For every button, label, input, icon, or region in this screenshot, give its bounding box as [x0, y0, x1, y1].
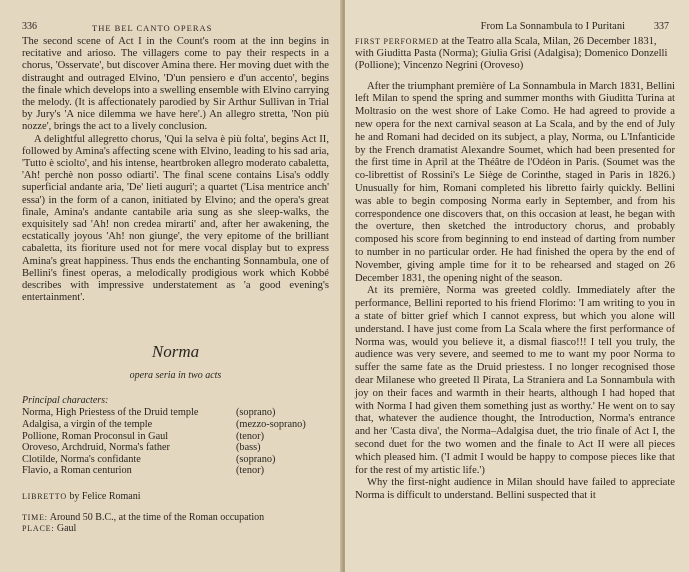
character-voice: (soprano) — [236, 407, 276, 419]
first-performed-text: at the Teatro alla Scala, Milan, 26 December 1831, with Giuditta Pasta (Norma); Giulia Grisi (Adalgisa); Domenico Donzelli (Pollione); Vincenzo Negrini (Oroveso) — [355, 36, 668, 72]
character-role: Clotilde, Norma's confidante — [22, 453, 141, 465]
character-voice: (tenor) — [236, 465, 265, 477]
right-body-text — [355, 81, 675, 503]
running-head-left: THE BEL CANTO OPERAS — [92, 23, 213, 33]
character-voice: (tenor) — [236, 430, 265, 442]
place-text: Gaul — [56, 523, 77, 535]
libretto-credit — [22, 491, 329, 502]
character-voice: (bass) — [236, 442, 261, 454]
character-voice: (mezzo-soprano) — [236, 419, 306, 431]
libretto-text: by Felice Romani — [69, 491, 141, 503]
character-role: Pollione, Roman Proconsul in Gaul — [22, 430, 169, 442]
character-role: Flavio, a Roman centurion — [22, 465, 132, 477]
character-row — [22, 454, 329, 466]
character-voice: (soprano) — [236, 453, 276, 465]
running-head-right: From La Sonnambula to I Puritani — [480, 21, 625, 32]
character-role: Oroveso, Archdruid, Norma's father — [22, 442, 170, 454]
character-row — [22, 465, 329, 477]
character-role: Norma, High Priestess of the Druid temple — [22, 407, 199, 419]
character-row — [22, 431, 329, 443]
time-line — [22, 512, 329, 523]
opera-subtitle: opera seria in two acts — [129, 370, 222, 382]
left-page — [0, 0, 343, 572]
characters-heading: Principal characters: — [22, 395, 109, 407]
character-list — [22, 407, 329, 477]
character-row — [22, 419, 329, 431]
first-performed-label: FIRST PERFORMED — [355, 37, 439, 46]
character-row — [22, 442, 329, 454]
time-text: Around 50 B.C., at the time of the Roman occupation — [49, 512, 265, 524]
paragraph: Why the first-night audience in Milan should have failed to appreciate Norma is difficult to understand. Bellini suspected that it — [355, 477, 675, 502]
time-label: TIME: — [22, 513, 48, 523]
right-page — [345, 0, 689, 572]
paragraph: At its première, Norma was greeted coldly. Immediately after the performance, Bellini reported to his friend Florimo: 'I am writing to you in a state of bitter grief which I cannot express, but which you alone will understand. I have just come from La Scala where the first performance of Norma was, would you believe it, a dismal fiasco!!! I tell you truly, the audience was very severe, and seemed to me to want my poor Norma to suffer the same fate as the Druid priestess. I no longer recognised those dear Milanese who greeted Il Pirata, La Straniera and La Sonnambula with joy on their faces and warmth in their hearts, although I had hoped that with Norma I had given them something just as worthy.' He went on to say that, whatever the audience thought, the Introduction, Norma's entrance and her 'Casta diva', the Norma–Adalgisa duet, the trio finale of Act I, the second duet for the two women and the finale to Act II were all pieces which pleased him. ('I admit I would be happy to compose pieces like that for the rest of my artistic life.') — [355, 285, 675, 476]
page-number-right: 337 — [654, 21, 669, 32]
opera-title: Norma — [151, 342, 200, 362]
paragraph: The second scene of Act I in the Count's room at the inn begins in recitative and arioso. The villagers come to pay their respects in a chorus, 'Osservate', but discover Amina there. Her moving duet with the distraught and outraged Elvino, 'D'un pensiero e d'un accento', begins the finale which develops into a swelling ensemble with Elvino carrying the melody. (It is affectionately parodied by Sir Arthur Sullivan in Trial by Jury's 'A nice dilemma we have here'.) An allegro stretta, 'Non più nozze', brings the act to a lively conclusion. — [22, 36, 329, 133]
left-page-header — [22, 20, 329, 36]
character-row — [22, 407, 329, 419]
place-label: PLACE: — [22, 524, 55, 534]
paragraph: A delightful allegretto chorus, 'Qui la selva è più folta', begins Act II, followed by Amina's affecting scene with Elvino, leading to his sad aria, 'Tutto è sciolto', and his intense, heartbroken allegro moderato cabaletta, 'Ah! perchè non posso odiarti'. The final scene contains Lisa's oddly superficial andante aria, 'De' lieti auguri'; a quartet ('Lisa mentrice anch' essa') in the form of a canon, initiated by Elvino; and the opera's great finale, Amina's andante cantabile aria sung as she sleep-walks, the exquisitely sad 'Ah! non credea mirarti' and, after her awakening, the ecstatically joyous 'Ah! non giunge', the very epitome of the brilliant cabaletta, its fioriture used not for mere vocal display but to express Amina's great happiness. Thus ends the enchanting Sonnambula, one of Bellini's finest operas, a melodically prodigious work which Kobbé describes with impressive understatement as 'a good evening's entertainment'. — [22, 133, 329, 304]
place-line — [22, 523, 329, 534]
left-body-text — [22, 36, 329, 304]
libretto-label: LIBRETTO — [22, 492, 67, 502]
first-performed — [355, 36, 675, 73]
paragraph: After the triumphant première of La Sonnambula in March 1831, Bellini left Milan to spend the spring and summer months with Giuditta Turina at Moltrasio on the west shore of Lake Como. He had agreed to provide a new opera for the next carnival season at La Scala, and by the end of July he and Romani had decided on its subject, a play, Norma, ou L'Infanticide by the French dramatist Alexandre Soumet, which had been presented for the first time in April at the Théâtre de l'Odéon in Paris. (Soumet was the co-librettist of Rossini's Le Siège de Corinthe, staged in Paris in 1826.) Unusually for him, Romani completed his libretto fairly quickly. Bellini was able to begin composing Norma early in September, and from his correspondence one discovers that, on this occasion at least, he began with the overture, then sketched the introductory chorus, and probably composed his score from beginning to end instead of darting from number to number in no particular order. He had finished the opera by the end of November, giving ample time for it to be rehearsed and staged on 26 December 1831, the opening night of the season. — [355, 80, 675, 284]
right-page-header — [355, 20, 675, 36]
character-role: Adalgisa, a virgin of the temple — [22, 419, 153, 431]
page-number-left: 336 — [22, 21, 37, 32]
